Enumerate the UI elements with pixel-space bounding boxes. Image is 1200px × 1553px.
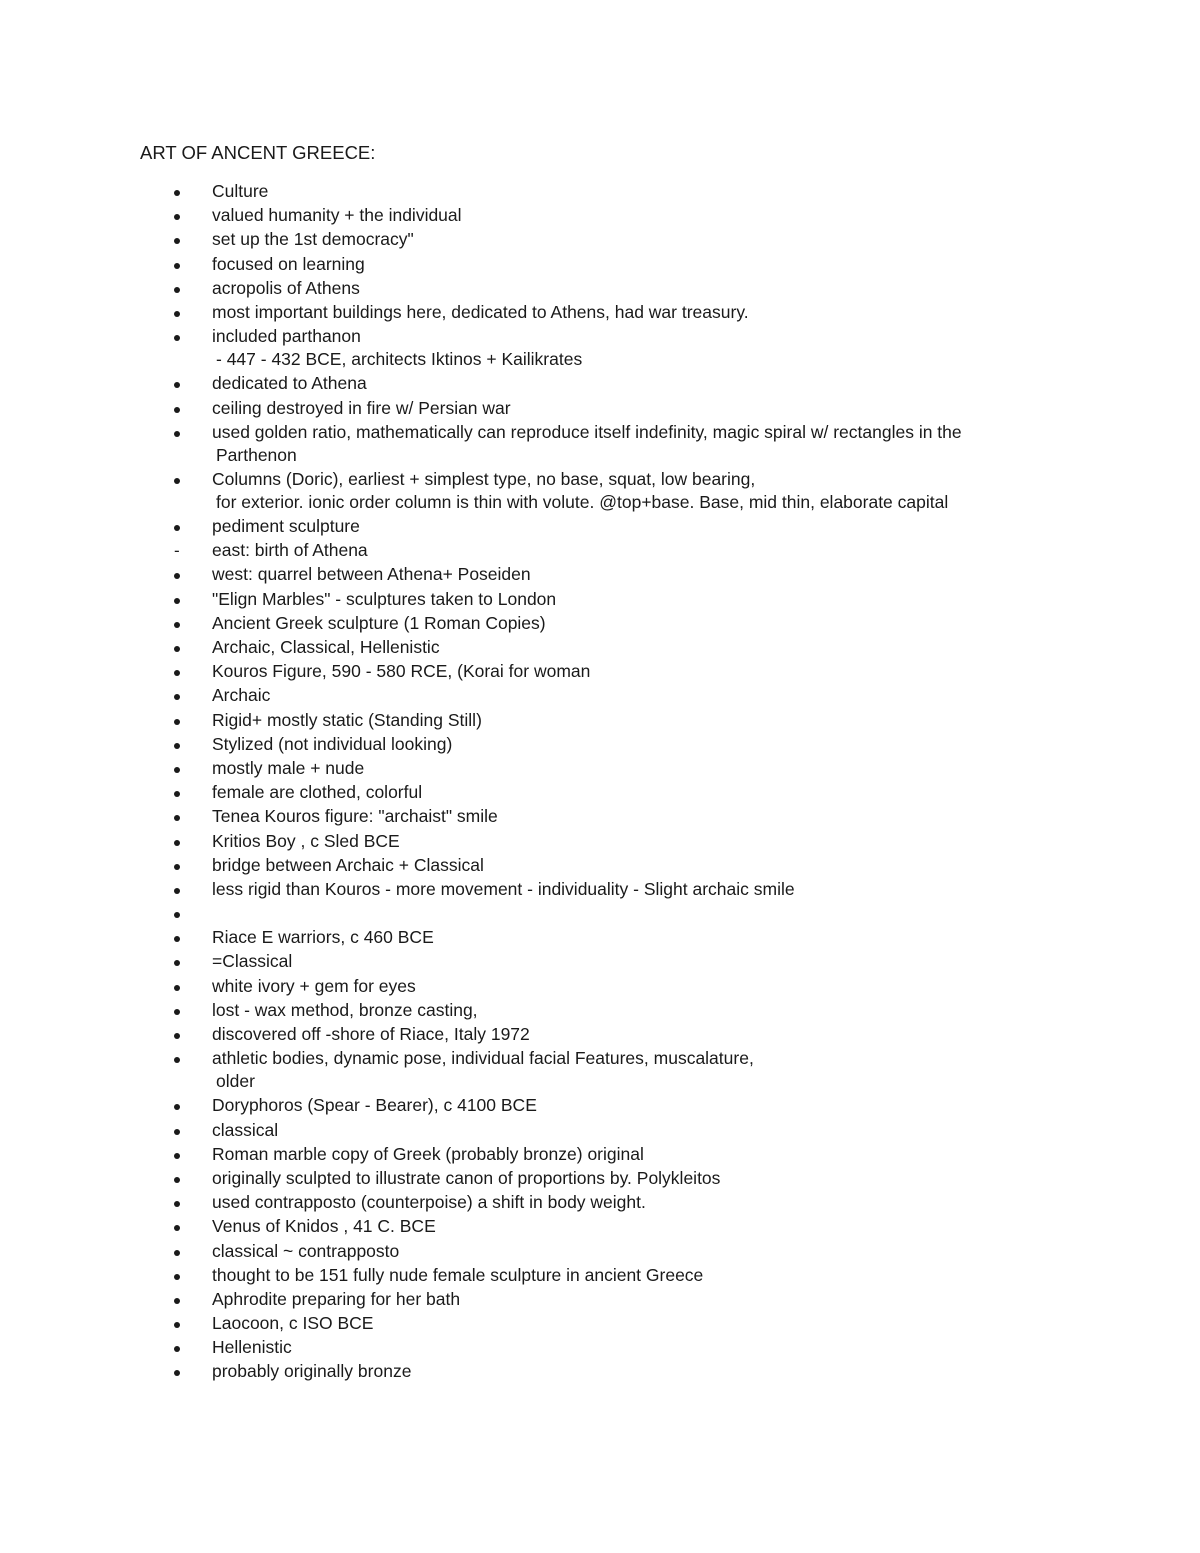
list-item (0, 1191, 962, 1214)
list-item (0, 301, 962, 324)
list-item (0, 781, 962, 804)
list-item (0, 228, 962, 251)
list-item (0, 1240, 962, 1263)
list-item (0, 468, 962, 514)
list-item (0, 660, 962, 683)
list-item-text: athletic bodies, dynamic pose, individual facial Features, muscalature, (212, 1048, 754, 1069)
list-item (0, 1360, 962, 1383)
list-item-text: Kouros Figure, 590 - 580 RCE, (Korai for woman (212, 661, 591, 682)
list-item-text: Archaic (212, 685, 271, 706)
list-item-text: Archaic, Classical, Hellenistic (212, 637, 440, 657)
list-item (0, 1047, 962, 1093)
list-item-text: west: quarrel between Athena+ Poseiden (212, 564, 531, 585)
list-item (0, 421, 962, 467)
list-item (0, 1336, 962, 1359)
list-item (0, 854, 962, 877)
list-item (0, 975, 962, 998)
list-item (0, 1143, 962, 1166)
list-item-text: Columns (Doric), earliest + simplest type, no base, squat, low bearing, (212, 468, 756, 489)
list-item (0, 636, 962, 659)
list-item-text: Tenea Kouros figure: "archaist" smile (212, 806, 498, 827)
list-item (0, 926, 962, 949)
dash-marker: - (174, 541, 180, 561)
list-item-text: less rigid than Kouros - more movement - individuality - Slight archaic smile (212, 878, 795, 899)
list-item (0, 588, 962, 611)
list-item (0, 1312, 962, 1335)
list-item-text: set up the 1st democracy" (212, 229, 414, 250)
list-item-text: female are clothed, colorful (212, 782, 423, 803)
list-item-text: Hellenistic (212, 1337, 292, 1358)
list-item-text: originally sculpted to illustrate canon of proportions by. Polykleitos (212, 1167, 721, 1188)
list-item (0, 999, 962, 1022)
list-item (0, 277, 962, 300)
list-item-text: Laocoon, c ISO BCE (212, 1313, 374, 1334)
notes-list (0, 180, 962, 1385)
list-item (0, 902, 962, 925)
list-item (0, 757, 962, 780)
list-item (0, 1264, 962, 1287)
list-item (0, 515, 962, 538)
list-item-text: thought to be 151 fully nude female sculpture in ancient Greece (212, 1264, 704, 1285)
list-item (0, 1215, 962, 1238)
list-item-text: lost - wax method, bronze casting, (212, 999, 478, 1020)
list-item-text: most important buildings here, dedicated to Athens, had war treasury. (212, 301, 749, 322)
list-item (0, 1023, 962, 1046)
list-item-text: bridge between Archaic + Classical (212, 854, 484, 875)
list-item-text: Aphrodite preparing for her bath (212, 1288, 461, 1309)
list-item-text: valued humanity + the individual (212, 205, 462, 226)
list-item-text: Riace E warriors, c 460 BCE (212, 927, 434, 948)
list-item (0, 1119, 962, 1142)
list-item (0, 805, 962, 828)
list-item (0, 684, 962, 707)
list-item (0, 325, 962, 371)
list-item-text: classical (212, 1119, 279, 1140)
list-item-text: used contrapposto (counterpoise) a shift in body weight. (212, 1192, 646, 1213)
list-item-continuation: - 447 - 432 BCE, architects Iktinos + Kailikrates (216, 349, 583, 370)
list-item-text: classical ~ contrapposto (212, 1240, 400, 1261)
list-item (0, 180, 962, 203)
page-title: ART OF ANCENT GREECE: (140, 142, 376, 163)
list-item-text: Venus of Knidos , 41 C. BCE (212, 1216, 436, 1237)
list-item-continuation: older (216, 1071, 255, 1092)
list-item-continuation: for exterior. ionic order column is thin with volute. @top+base. Base, mid thin, elaborate capital (216, 491, 949, 512)
list-item-text: "Elign Marbles" - sculptures taken to London (212, 588, 557, 609)
list-item (0, 733, 962, 756)
list-item-text: pediment sculpture (212, 516, 360, 537)
list-item-text: Roman marble copy of Greek (probably bronze) original (212, 1143, 644, 1164)
list-item (0, 253, 962, 276)
list-item-text: mostly male + nude (212, 757, 365, 778)
list-item (0, 950, 962, 973)
list-item-text: focused on learning (212, 253, 365, 274)
list-item-text (212, 902, 962, 925)
list-item (0, 612, 962, 635)
list-item (0, 539, 962, 562)
list-item-text: acropolis of Athens (212, 277, 360, 298)
list-item-text: east: birth of Athena (212, 540, 368, 561)
list-item-text: discovered off -shore of Riace, Italy 1972 (212, 1024, 530, 1044)
list-item (0, 878, 962, 901)
list-item (0, 709, 962, 732)
list-item (0, 1094, 962, 1117)
list-item (0, 372, 962, 395)
list-item (0, 830, 962, 853)
list-item (0, 1167, 962, 1190)
list-item (0, 397, 962, 420)
list-item-continuation: Parthenon (216, 444, 297, 465)
list-item-text: probably originally bronze (212, 1361, 412, 1382)
list-item-text: =Classical (212, 951, 293, 972)
list-item-text: white ivory + gem for eyes (212, 975, 416, 996)
list-item (0, 204, 962, 227)
list-item (0, 1288, 962, 1311)
list-item-text: Culture (212, 181, 269, 201)
list-item-text: Doryphoros (Spear - Bearer), c 4100 BCE (212, 1095, 537, 1116)
list-item (0, 563, 962, 586)
list-item-text: used golden ratio, mathematically can reproduce itself indefinity, magic spiral w/ rectangles in the (212, 421, 962, 442)
list-item-text: included parthanon (212, 326, 361, 347)
list-item-text: ceiling destroyed in fire w/ Persian war (212, 397, 511, 418)
list-item-text: Stylized (not individual looking) (212, 733, 453, 754)
list-item-text: Ancient Greek sculpture (1 Roman Copies) (212, 612, 546, 633)
list-item-text: Rigid+ mostly static (Standing Still) (212, 709, 482, 730)
list-item-text: dedicated to Athena (212, 373, 367, 394)
list-item-text: Kritios Boy , c Sled BCE (212, 830, 400, 851)
